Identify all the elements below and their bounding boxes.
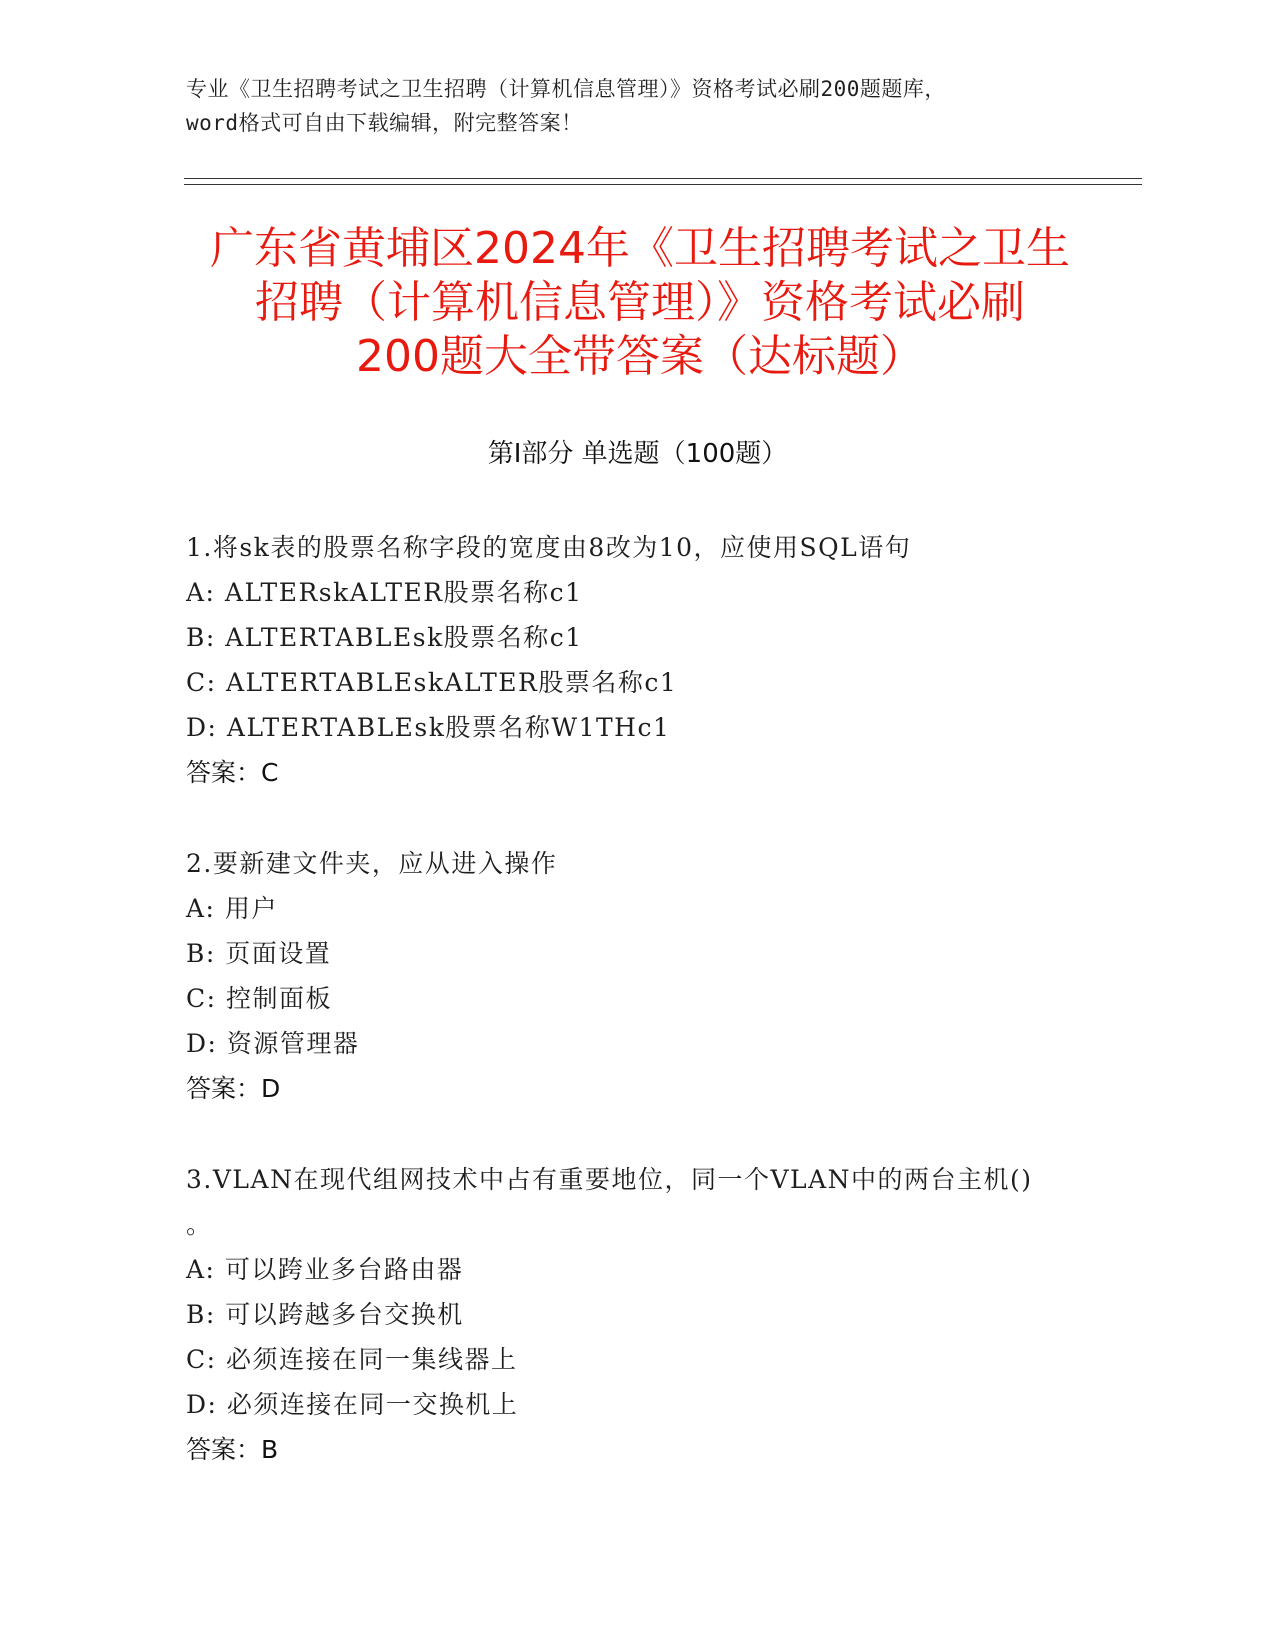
question-option-c: C: 控制面板 (186, 984, 332, 1013)
question-item (186, 525, 1086, 795)
question-list (186, 525, 1086, 1472)
question-option-c: C: 必须连接在同一集线器上 (186, 1345, 518, 1374)
question-option-c: C: ALTERTABLEskALTER股票名称c1 (186, 668, 678, 697)
question-option-b: B: 页面设置 (186, 939, 332, 968)
page-title-line-1: 广东省黄埔区2024年《卫生招聘考试之卫生 (210, 223, 1070, 274)
question-answer: 答案：C (186, 758, 279, 787)
question-stem: 3.VLAN在现代组网技术中占有重要地位，同一个VLAN中的两台主机() (186, 1165, 1033, 1194)
question-item (186, 1157, 1086, 1472)
section-title: 第Ⅰ部分 单选题（100题） (487, 439, 788, 469)
header-divider-bottom (184, 184, 1142, 185)
page-title-line-3: 200题大全带答案（达标题） (356, 331, 924, 382)
header-divider-top (184, 178, 1142, 179)
question-option-a: A: ALTERskALTER股票名称c1 (186, 578, 583, 607)
question-option-d: D: ALTERTABLEsk股票名称W1THc1 (186, 713, 671, 742)
question-option-a: A: 用户 (186, 894, 278, 923)
page-title (140, 222, 1140, 384)
question-option-b: B: 可以跨越多台交换机 (186, 1300, 464, 1329)
page-title-line-2: 招聘（计算机信息管理）》资格考试必刷 (255, 277, 1025, 328)
question-option-a: A: 可以跨业多台路由器 (186, 1255, 464, 1284)
question-answer: 答案：B (186, 1435, 279, 1464)
header-note-line-2: word格式可自由下载编辑，附完整答案！ (186, 111, 583, 135)
question-stem-continuation: 。 (186, 1210, 213, 1239)
question-option-d: D: 必须连接在同一交换机上 (186, 1390, 519, 1419)
question-answer: 答案：D (186, 1074, 281, 1103)
question-stem: 2.要新建文件夹，应从进入操作 (186, 849, 558, 878)
question-option-d: D: 资源管理器 (186, 1029, 360, 1058)
question-stem: 1.将sk表的股票名称字段的宽度由8改为10，应使用SQL语句 (186, 533, 912, 562)
header-note (186, 72, 1086, 140)
question-option-b: B: ALTERTABLEsk股票名称c1 (186, 623, 583, 652)
question-item (186, 841, 1086, 1111)
header-note-line-1: 专业《卫生招聘考试之卫生招聘（计算机信息管理）》资格考试必刷200题题库， (186, 77, 946, 101)
